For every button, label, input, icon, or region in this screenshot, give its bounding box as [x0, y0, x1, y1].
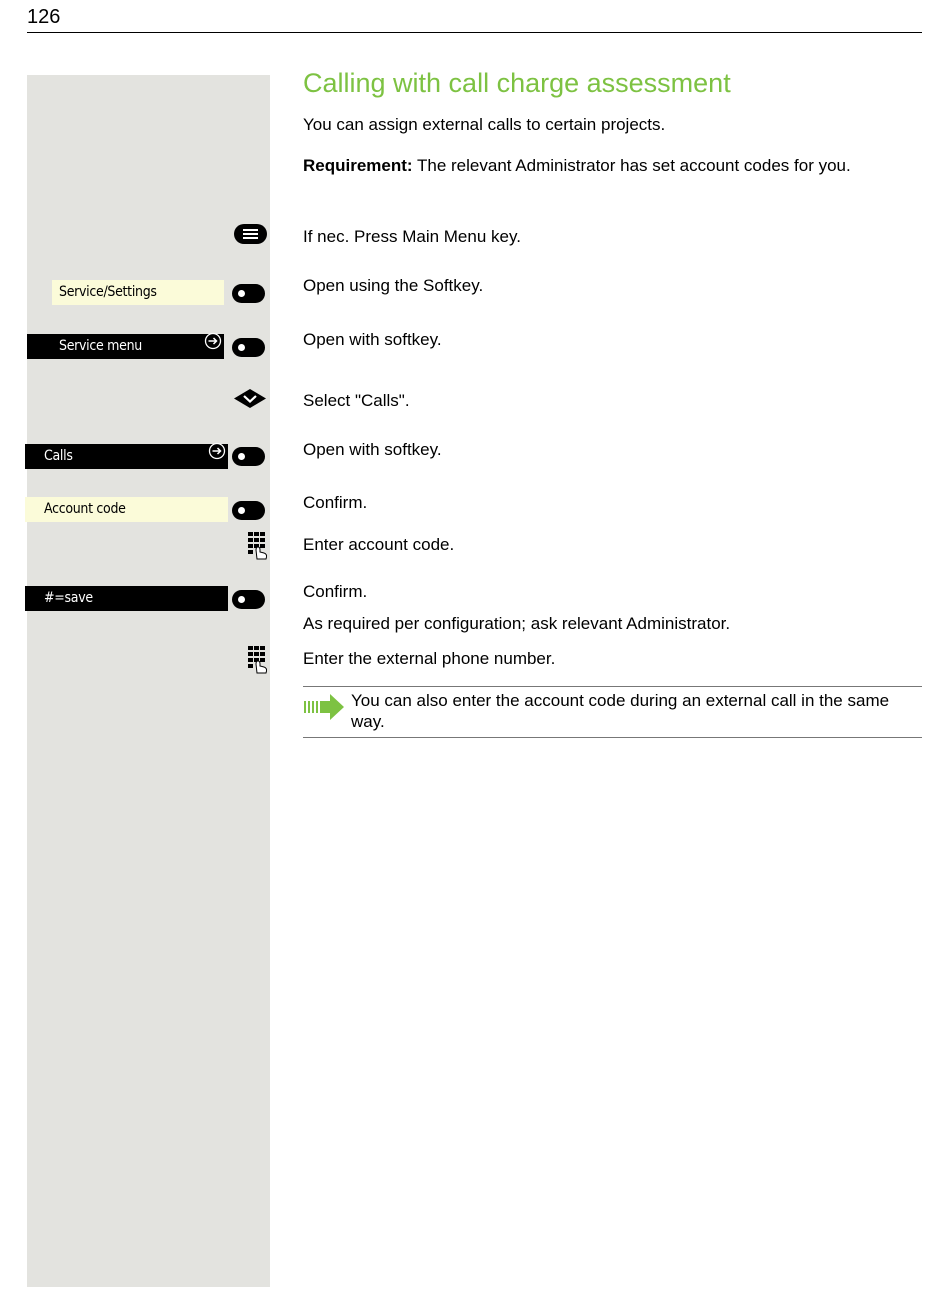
display-label-account-code [25, 497, 228, 522]
step-open-with-softkey: Open with softkey. [303, 330, 442, 349]
submenu-arrow-icon [208, 442, 226, 460]
header-divider [27, 32, 922, 33]
requirement-text [303, 155, 851, 177]
display-label-text: Account code [44, 501, 126, 517]
intro-text: You can assign external calls to certain projects. [303, 115, 666, 134]
softkey-icon[interactable] [232, 501, 265, 520]
page-number: 126 [27, 6, 61, 28]
step-open-with-softkey: Open with softkey. [303, 440, 442, 459]
note-text: You can also enter the account code during an external call in the same way. [351, 691, 890, 731]
display-label-text: Service menu [59, 338, 142, 354]
step-enter-account-code: Enter account code. [303, 535, 455, 554]
display-label-text: Service/Settings [59, 284, 157, 300]
keypad-icon [247, 531, 269, 560]
submenu-arrow-icon [204, 332, 222, 350]
display-label-save [25, 586, 228, 611]
note-arrow-icon [303, 694, 345, 720]
note-box [303, 686, 922, 738]
display-label-service-settings [52, 280, 224, 305]
configuration-hint: As required per configuration; ask relevant Administrator. [303, 614, 731, 633]
softkey-icon[interactable] [232, 447, 265, 466]
sidebar-panel [27, 75, 270, 1287]
requirement-label: Requirement: [303, 156, 413, 175]
display-label-calls [25, 444, 228, 469]
keypad-icon [247, 645, 269, 674]
navigation-down-icon [234, 389, 266, 408]
step-confirm: Confirm. [303, 493, 368, 512]
step-open-softkey: Open using the Softkey. [303, 276, 484, 295]
page-title: Calling with call charge assessment [303, 68, 731, 98]
main-menu-key-icon [234, 224, 267, 244]
softkey-icon[interactable] [232, 338, 265, 357]
requirement-body: The relevant Administrator has set account codes for you. [412, 156, 851, 175]
display-label-text: Calls [44, 448, 73, 464]
display-label-text: #=save [44, 590, 93, 606]
step-enter-phone-number: Enter the external phone number. [303, 649, 556, 668]
display-label-service-menu [27, 334, 224, 359]
step-confirm: Confirm. [303, 582, 368, 601]
step-select-calls: Select "Calls". [303, 391, 410, 410]
softkey-icon[interactable] [232, 590, 265, 609]
step-main-menu: If nec. Press Main Menu key. [303, 227, 521, 246]
softkey-icon[interactable] [232, 284, 265, 303]
